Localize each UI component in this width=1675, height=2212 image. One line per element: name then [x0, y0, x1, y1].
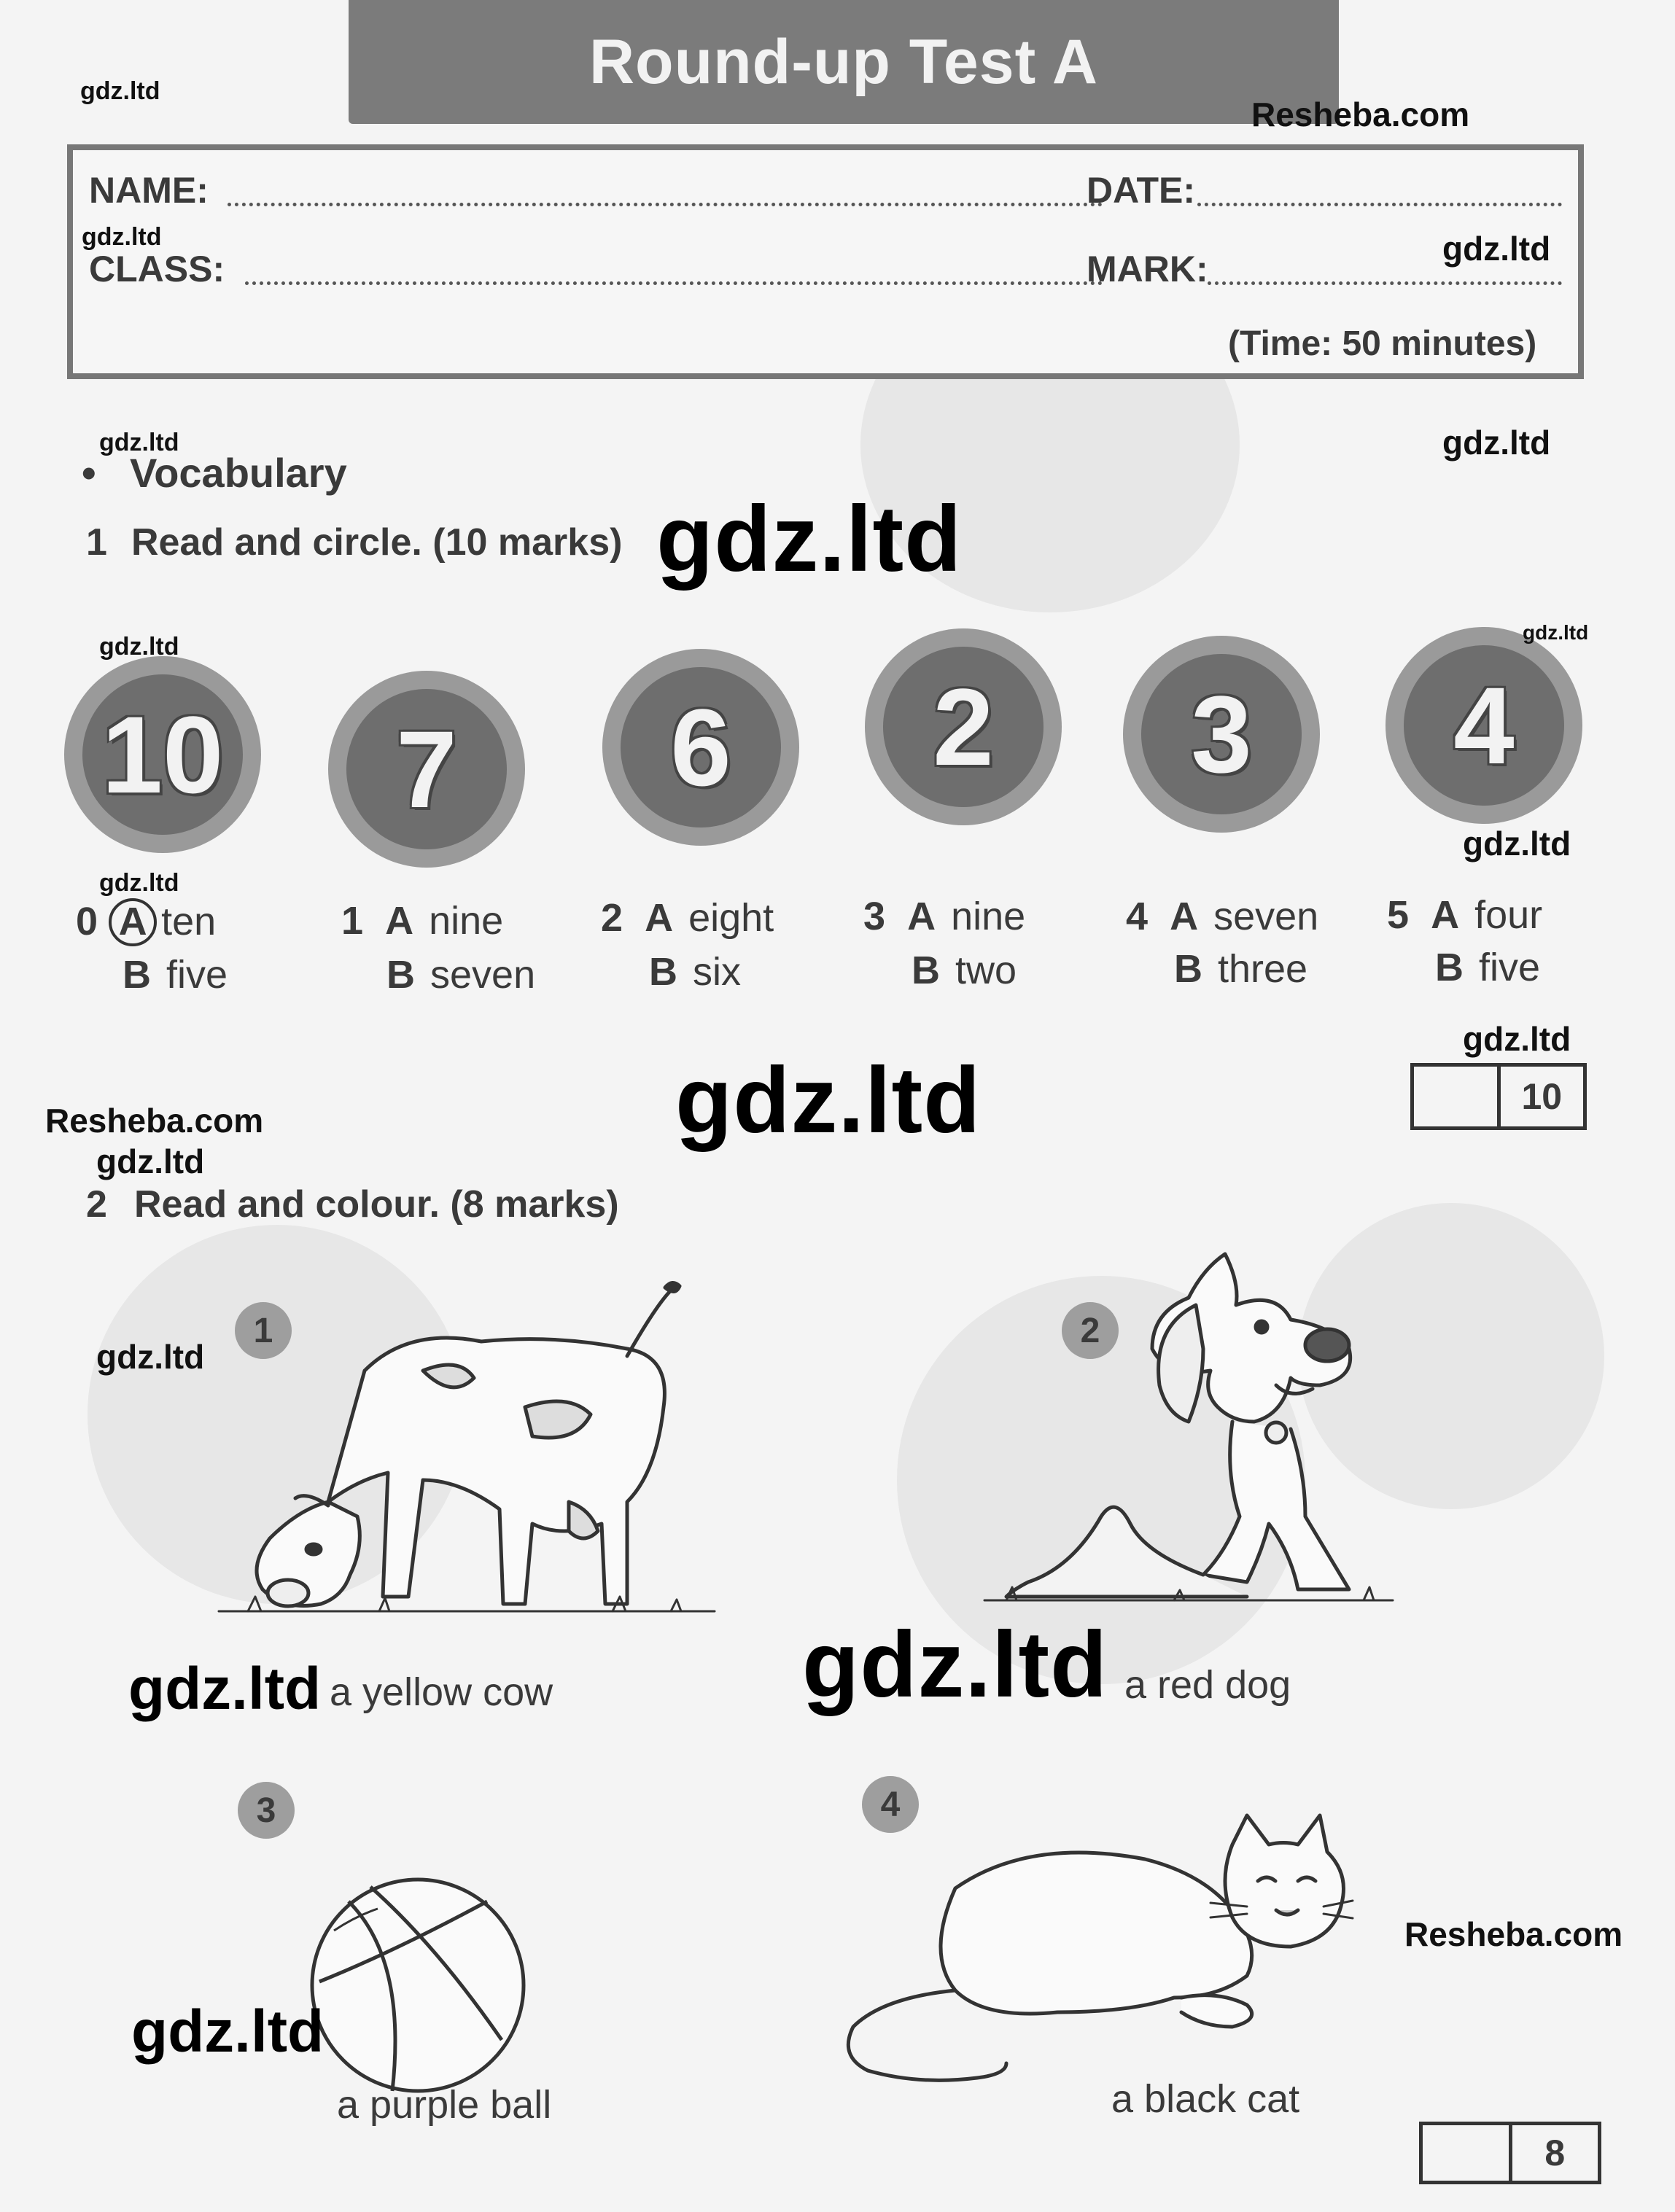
- cat-icon[interactable]: [839, 1823, 1349, 2100]
- watermark: gdz.ltd: [1523, 621, 1589, 644]
- option-item-1[interactable]: [341, 898, 503, 943]
- task2-number: 2: [86, 1183, 107, 1226]
- picture-caption: a purple ball: [337, 2083, 552, 2127]
- watermark: gdz.ltd: [96, 1142, 205, 1180]
- number-circle: [1123, 636, 1320, 833]
- option-index: 4: [1126, 895, 1149, 938]
- page-title: Round-up Test A: [588, 26, 1099, 97]
- option-b-row[interactable]: [123, 952, 228, 997]
- class-field[interactable]: [245, 281, 1103, 285]
- option-index: 3: [863, 895, 886, 938]
- watermark: gdz.ltd: [1463, 1020, 1571, 1058]
- option-index: 1: [341, 899, 364, 943]
- option-index: 5: [1387, 893, 1410, 937]
- name-field[interactable]: [228, 203, 1103, 206]
- number-circle: [1386, 627, 1582, 824]
- option-b-row[interactable]: [912, 948, 1017, 993]
- option-a-letter: A: [385, 899, 414, 943]
- option-a-text: four: [1474, 893, 1543, 937]
- number-circle: [64, 656, 261, 853]
- watermark: gdz.ltd: [656, 487, 963, 591]
- circled-answer[interactable]: A: [109, 898, 157, 946]
- watermark: Resheba.com: [1404, 1915, 1623, 1953]
- option-a-text: nine: [429, 899, 504, 943]
- option-a-text: nine: [951, 895, 1026, 938]
- option-a-letter: A: [1431, 893, 1460, 937]
- option-b-row[interactable]: [1435, 945, 1540, 990]
- watermark: gdz.ltd: [131, 1998, 324, 2065]
- option-b-text: five: [1479, 946, 1541, 989]
- watermark: gdz.ltd: [82, 223, 162, 251]
- task1-number: 1: [86, 521, 107, 564]
- picture-badge: 2: [1062, 1302, 1119, 1359]
- picture-badge: 4: [862, 1776, 919, 1833]
- mark-field[interactable]: [1208, 281, 1562, 285]
- section-title: Vocabulary: [130, 450, 347, 496]
- picture-caption: a red dog: [1124, 1663, 1291, 1707]
- option-item-0: [76, 898, 216, 946]
- number-value: 3: [1191, 672, 1252, 795]
- option-b-letter: B: [912, 949, 940, 992]
- option-a-letter: A: [1170, 895, 1199, 938]
- picture-caption: a black cat: [1111, 2077, 1300, 2121]
- option-a-text: eight: [688, 896, 774, 940]
- picture-badge: 1: [235, 1302, 292, 1359]
- option-item-2[interactable]: [601, 895, 774, 941]
- title-banner: [349, 0, 1339, 124]
- watermark: gdz.ltd: [802, 1613, 1108, 1717]
- time-limit: (Time: 50 minutes): [1228, 324, 1537, 363]
- option-a-text: seven: [1213, 895, 1319, 938]
- option-b-text: seven: [430, 953, 536, 997]
- watermark: gdz.ltd: [1442, 230, 1551, 268]
- number-value: 10: [101, 693, 224, 816]
- option-a-letter: A: [907, 895, 936, 938]
- task1-heading: Read and circle. (10 marks): [131, 521, 623, 564]
- watermark: gdz.ltd: [675, 1048, 982, 1153]
- option-item-4[interactable]: [1126, 894, 1318, 939]
- option-b-row[interactable]: [1174, 946, 1307, 992]
- option-b-text: two: [955, 949, 1017, 992]
- watermark: gdz.ltd: [1442, 424, 1551, 462]
- section-bullet: •: [82, 450, 96, 496]
- option-index: 2: [601, 896, 623, 940]
- watermark: gdz.ltd: [99, 869, 179, 897]
- watermark: gdz.ltd: [128, 1656, 322, 1722]
- option-a-letter: A: [645, 896, 674, 940]
- score-blank[interactable]: [1414, 1067, 1497, 1126]
- task1-max-score: 10: [1497, 1067, 1584, 1126]
- option-b-row[interactable]: [649, 949, 741, 994]
- watermark: gdz.ltd: [99, 633, 179, 661]
- option-item-3[interactable]: [863, 894, 1025, 939]
- picture-badge: 3: [238, 1782, 295, 1839]
- option-index: 0: [76, 900, 98, 943]
- class-label: CLASS:: [89, 249, 225, 289]
- option-b-letter: B: [386, 953, 415, 997]
- number-circle: [865, 628, 1062, 825]
- number-circle: [602, 649, 799, 846]
- watermark: gdz.ltd: [99, 429, 179, 456]
- date-label: DATE:: [1087, 170, 1196, 211]
- number-value: 6: [670, 685, 731, 809]
- task2-heading: Read and colour. (8 marks): [134, 1183, 619, 1226]
- task2-max-score: 8: [1509, 2125, 1598, 2181]
- option-b-text: five: [166, 953, 228, 997]
- task1-score-box[interactable]: [1410, 1063, 1587, 1130]
- option-b-letter: B: [1435, 946, 1464, 989]
- mark-label: MARK:: [1087, 249, 1208, 289]
- ball-icon[interactable]: [305, 1872, 531, 2098]
- dog-icon[interactable]: [984, 1239, 1393, 1633]
- watermark: gdz.ltd: [80, 77, 160, 105]
- option-a-text: ten: [161, 900, 217, 943]
- watermark: gdz.ltd: [1463, 825, 1571, 862]
- option-item-5[interactable]: [1387, 892, 1542, 938]
- option-b-row[interactable]: [386, 952, 535, 997]
- watermark: gdz.ltd: [96, 1338, 205, 1376]
- watermark: Resheba.com: [45, 1102, 264, 1140]
- option-b-letter: B: [123, 953, 151, 997]
- number-value: 7: [396, 707, 457, 830]
- number-value: 2: [933, 665, 994, 788]
- option-b-text: six: [693, 950, 741, 994]
- picture-caption: a yellow cow: [330, 1670, 553, 1714]
- date-field[interactable]: [1197, 203, 1562, 206]
- score-blank[interactable]: [1423, 2125, 1509, 2181]
- option-b-letter: B: [649, 950, 677, 994]
- number-circle: [328, 671, 525, 868]
- option-b-letter: B: [1174, 947, 1202, 991]
- watermark: Resheba.com: [1251, 96, 1470, 133]
- task2-score-box[interactable]: [1419, 2122, 1601, 2184]
- student-info-box: [67, 144, 1584, 379]
- cow-icon[interactable]: [219, 1261, 715, 1640]
- option-b-text: three: [1218, 947, 1308, 991]
- name-label: NAME:: [89, 170, 209, 211]
- number-value: 4: [1453, 663, 1515, 787]
